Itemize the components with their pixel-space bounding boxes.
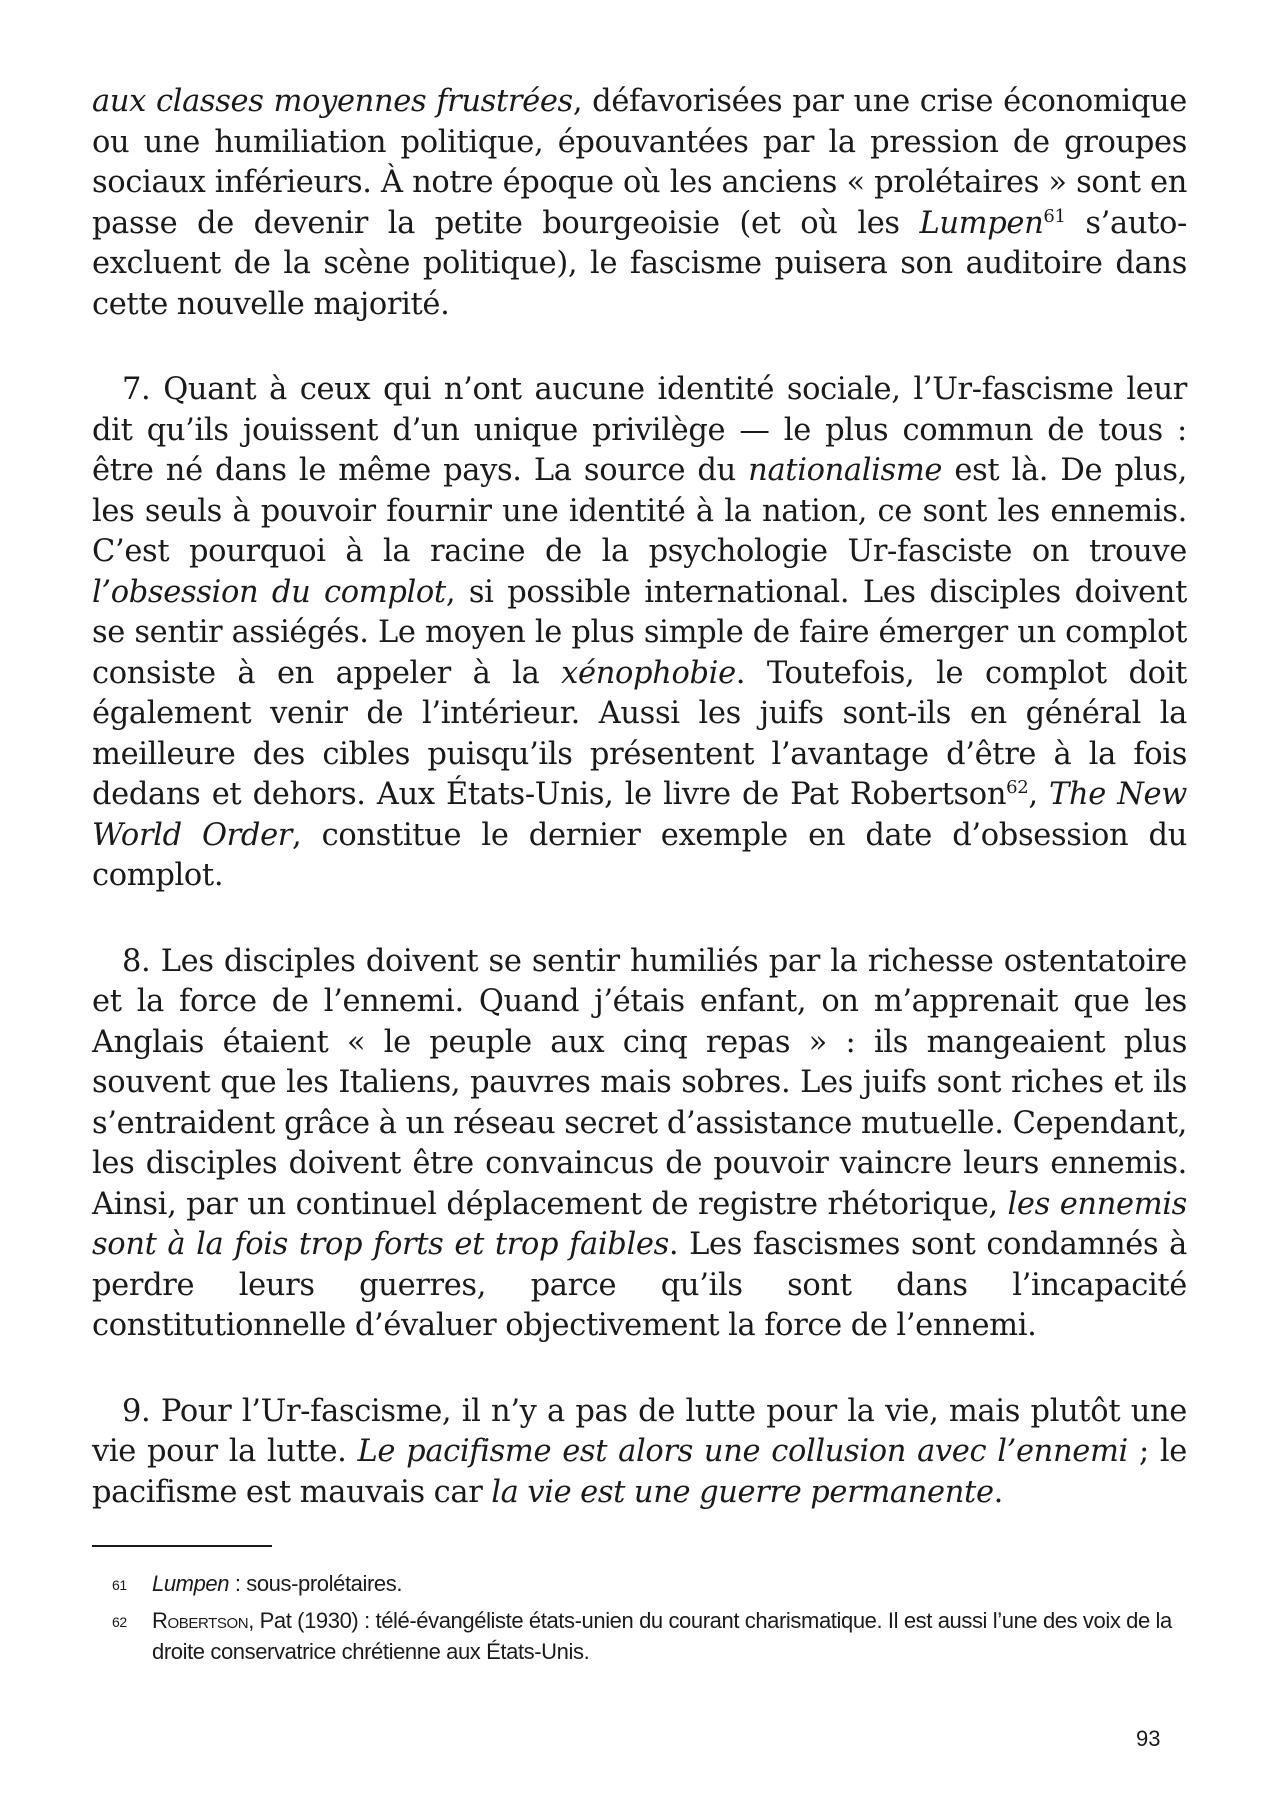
text-run: ; le pacifisme est mauvais car <box>92 1434 1187 1510</box>
small-caps-text: Robertson <box>152 1608 249 1633</box>
text-run: 8. Les disciples doivent se sentir humiliés par la richesse ostentatoire et la force de l’ennemi. Quand j’étais enfant, on m’apprenait que les Anglais étaient « le peuple aux cinq repas » : ils mangeaient plus souvent que les Italiens, pauvres mais sobres. Les juifs sont riches et ils s’entraident grâce à un réseau secret d’assistance mutuelle. Cependant, les disciples doivent être convaincus de pouvoir vaincre leurs ennemis. Ainsi, par un continuel déplacement de registre rhétorique, <box>92 943 1187 1222</box>
italic-text: l’obsession du complot <box>92 574 446 610</box>
text-run: : sous-prolétaires. <box>229 1571 403 1596</box>
footnote-reference: 62 <box>1006 776 1029 798</box>
text-run: s’auto-excluent de la scène politique), le fascisme puisera son auditoire dans cette nouvelle majorité. <box>92 205 1188 322</box>
italic-text: The New World Order <box>92 777 1187 853</box>
text-run: 7. Quant à ceux qui n’ont aucune identité sociale, l’Ur-fascisme leur dit qu’ils jouissent d’un unique privilège — le plus commun de tous : être né dans le même pays. La source du <box>92 372 1187 488</box>
italic-text: Lumpen <box>919 205 1044 241</box>
italic-text: nationalisme <box>748 453 943 488</box>
footnote-text <box>152 1571 402 1596</box>
footnote-62 <box>92 1605 1187 1667</box>
footnote-reference: 61 <box>1043 205 1066 227</box>
footnote-text <box>152 1608 1172 1664</box>
footnote-61 <box>92 1568 1187 1599</box>
italic-text: la vie est une guerre permanente <box>491 1474 994 1510</box>
italic-text: Le pacifisme est alors une collusion avec l’ennemi <box>357 1434 1128 1469</box>
text-run: . Toutefois, le complot doit également venir de l’intérieur. Aussi les juifs sont-ils en général la meilleure des cibles puisqu’ils présentent l’avantage d’être à la fois dedans et dehors. Aux États-Unis, le livre de Pat Robertson <box>92 655 1188 812</box>
italic-text: Lumpen <box>152 1571 230 1596</box>
paragraph-8 <box>92 942 1187 1347</box>
text-run: est là. De plus, les seuls à pouvoir fournir une identité à la nation, ce sont les ennemis. C’est pourquoi à la racine de la psychologie Ur-fasciste on trouve <box>92 453 1187 569</box>
footnote-separator <box>92 1545 272 1547</box>
text-run: . Les fascismes sont condamnés à perdre leurs guerres, parce qu’ils sont dans l’incapacité constitutionnelle d’évaluer objectivement la force de l’ennemi. <box>92 1227 1188 1343</box>
text-run: , constitue le dernier exemple en date d’obsession du complot. <box>92 817 1187 893</box>
text-run: 9. Pour l’Ur-fascisme, il n’y a pas de lutte pour la vie, mais plutôt une vie pour la lutte. <box>92 1393 1187 1469</box>
text-run: , <box>1028 777 1049 812</box>
italic-text: xénophobie <box>561 655 736 691</box>
text-run: , si possible international. Les disciples doivent se sentir assiégés. Le moyen le plus simple de faire émerger un complot consiste à en appeler à la <box>92 574 1187 691</box>
page-number: 93 <box>1136 1726 1161 1751</box>
footnote-number: 62 <box>112 1614 127 1630</box>
footnote-number: 61 <box>112 1577 127 1593</box>
text-run: . <box>993 1474 1003 1510</box>
paragraph-7 <box>92 370 1187 897</box>
text-run: , défavorisées par une crise économique ou une humiliation politique, épouvantées par la pression de groupes sociaux inférieurs. À notre époque où les anciens « prolétaires » sont en passe de devenir la petite bourgeoisie (et où les <box>92 84 1187 241</box>
footnotes <box>92 1568 1187 1673</box>
italic-text: aux classes moyennes frustrées <box>92 84 573 119</box>
text-run: , Pat (1930) : télé-évangéliste états-unien du courant charismatique. Il est aussi l’une des voix de la droite conservatrice chrétienne aux États-Unis. <box>152 1608 1172 1664</box>
paragraph-9 <box>92 1392 1187 1514</box>
italic-text: les ennemis sont à la fois trop forts et trop faibles <box>92 1186 1187 1262</box>
paragraph-continuation <box>92 82 1187 325</box>
page-body <box>92 82 1187 1558</box>
